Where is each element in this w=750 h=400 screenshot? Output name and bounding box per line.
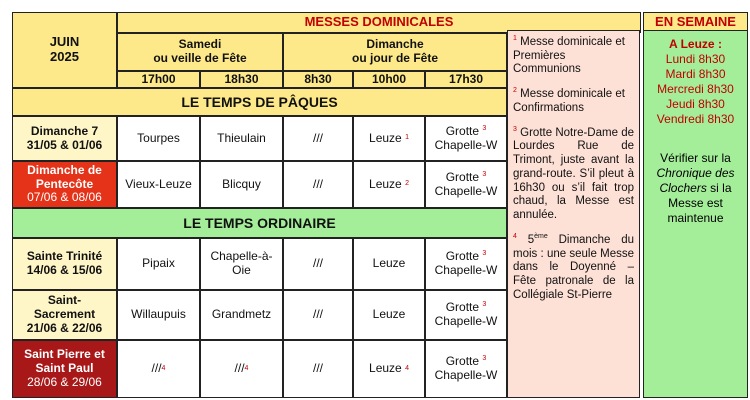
note-2-num: 2 — [513, 87, 517, 95]
note-1 — [513, 35, 634, 77]
weekday-wednesday: Mercredi 8h30 — [657, 82, 734, 96]
weekday-panel — [643, 30, 748, 398]
row3-c3: /// — [283, 238, 353, 290]
weekday-monday: Lundi 8h30 — [665, 52, 726, 66]
row1-c2: Thieulain — [200, 116, 283, 161]
row4-name2: Sacrement — [33, 307, 96, 322]
sunday-header — [283, 33, 507, 71]
row3-c5-grotte: Grotte — [445, 249, 480, 264]
row2-c4-sup: 2 — [405, 180, 409, 188]
notes-panel — [507, 30, 640, 398]
row4-c5-sup: 3 — [482, 301, 487, 309]
row1-name: Dimanche 7 — [30, 123, 99, 138]
row5-c5-sup: 3 — [482, 355, 487, 363]
row3-c5-chapelle: Chapelle-W — [434, 263, 498, 277]
row4-c4: Leuze — [353, 290, 425, 340]
note-4-num: 4 — [513, 233, 517, 241]
row2-dates: 07/06 & 08/06 — [27, 190, 102, 205]
row3-c5 — [425, 238, 507, 290]
row5-name1: Saint Pierre et — [24, 347, 105, 362]
note-4-lead-sup: ème — [534, 233, 548, 241]
row1-c3: /// — [283, 116, 353, 161]
section-ordinary: LE TEMPS ORDINAIRE — [12, 208, 507, 238]
note-4-lead: 5 — [527, 233, 535, 246]
note-4-text: Dimanche du mois : une seule Messe dans le Doyenné – Fête patronale de la Collégiale St-Pierre — [513, 233, 634, 302]
row1-c4-text: Leuze — [369, 130, 402, 145]
weekday-place: A Leuze : — [669, 37, 722, 51]
row1-c5-grotte: Grotte — [445, 123, 480, 138]
row5-name2: Saint Paul — [35, 361, 94, 376]
weekday-info — [644, 151, 747, 226]
row5-dates: 28/06 & 29/06 — [27, 374, 102, 389]
row5-c2-sup: 4 — [244, 364, 249, 372]
saturday-label: Samedi — [178, 37, 222, 52]
row3-c2-line2: Oie — [232, 263, 251, 277]
time-1700: 17h00 — [117, 71, 200, 88]
sunday-label: Dimanche — [366, 37, 424, 52]
section-easter: LE TEMPS DE PÂQUES — [12, 88, 507, 116]
row4-name1: Saint- — [47, 293, 82, 308]
note-3 — [513, 126, 634, 223]
weekday-info-post: si la Messe est maintenue — [667, 181, 732, 225]
row2-c3: /// — [283, 161, 353, 208]
row2-label — [12, 161, 117, 208]
note-3-num: 3 — [513, 125, 517, 133]
time-1830: 18h30 — [200, 71, 283, 88]
row1-c4-sup: 1 — [405, 134, 409, 142]
row5-c1-text: /// — [151, 361, 162, 376]
row2-c5 — [425, 161, 507, 208]
row5-c1-sup: 4 — [161, 364, 166, 372]
row4-c5-chapelle: Chapelle-W — [434, 314, 498, 328]
note-4 — [513, 233, 634, 303]
row1-c4 — [353, 116, 425, 161]
time-0830: 8h30 — [283, 71, 353, 88]
row4-c3: /// — [283, 290, 353, 340]
sunday-sub: ou jour de Fête — [351, 51, 438, 65]
row3-c2-line1: Chapelle-à- — [210, 249, 273, 264]
row2-c4 — [353, 161, 425, 208]
note-2-text: Messe dominicale et Confirmations — [513, 88, 625, 114]
weekday-friday: Vendredi 8h30 — [656, 112, 735, 126]
row2-c5-chapelle: Chapelle-W — [434, 183, 498, 198]
row5-c4-text: Leuze — [369, 361, 402, 376]
row3-c2 — [200, 238, 283, 290]
row4-label — [12, 290, 117, 340]
note-1-text: Messe dominicale et Premières Communions — [513, 35, 625, 76]
row5-c5-grotte: Grotte — [445, 354, 480, 369]
weekday-info-italic: Chronique des Clochers — [656, 166, 735, 195]
row5-c4-sup: 4 — [405, 364, 409, 372]
note-1-num: 1 — [513, 35, 517, 42]
row3-c1: Pipaix — [117, 238, 200, 290]
row5-label — [12, 340, 117, 398]
row2-c1: Vieux-Leuze — [117, 161, 200, 208]
row4-dates: 21/06 & 22/06 — [26, 320, 103, 335]
row4-c1: Willaupuis — [117, 290, 200, 340]
row2-c4-text: Leuze — [369, 176, 402, 191]
month-label: JUIN — [49, 34, 80, 50]
time-1000: 10h00 — [353, 71, 425, 88]
weekday-title: EN SEMAINE — [643, 12, 748, 33]
row5-c5-chapelle: Chapelle-W — [434, 368, 498, 382]
row5-c4 — [353, 340, 425, 398]
row5-c2 — [200, 340, 283, 398]
row3-c4: Leuze — [353, 238, 425, 290]
row2-c5-grotte: Grotte — [445, 169, 480, 184]
row1-c1: Tourpes — [117, 116, 200, 161]
row4-c5-grotte: Grotte — [445, 300, 480, 315]
row1-c5-chapelle: Chapelle-W — [434, 137, 498, 152]
row1-c5-sup: 3 — [482, 124, 487, 132]
row5-c1 — [117, 340, 200, 398]
row5-c5 — [425, 340, 507, 398]
row5-c3: /// — [283, 340, 353, 398]
row2-name2: Pentecôte — [35, 176, 94, 191]
weekday-thursday: Jeudi 8h30 — [666, 97, 725, 111]
row2-c5-sup: 3 — [482, 170, 487, 178]
row1-dates: 31/05 & 01/06 — [26, 137, 103, 152]
row2-name1: Dimanche de — [27, 162, 102, 177]
saturday-header — [117, 33, 283, 71]
row2-c2: Blicquy — [200, 161, 283, 208]
row1-label — [12, 116, 117, 161]
row3-name: Sainte Trinité — [26, 249, 103, 264]
month-cell — [12, 12, 117, 88]
time-1730: 17h30 — [425, 71, 507, 88]
weekday-tuesday: Mardi 8h30 — [665, 67, 726, 81]
weekday-info-pre: Vérifier sur la — [660, 151, 731, 165]
row3-c5-sup: 3 — [482, 250, 487, 258]
row3-dates: 14/06 & 15/06 — [26, 263, 103, 277]
row1-c5 — [425, 116, 507, 161]
row4-c5 — [425, 290, 507, 340]
row3-label — [12, 238, 117, 290]
row5-c2-text: /// — [234, 361, 245, 376]
row4-c2: Grandmetz — [200, 290, 283, 340]
saturday-sub: ou veille de Fête — [153, 51, 247, 65]
sunday-masses-title: MESSES DOMINICALES — [117, 12, 641, 33]
note-2 — [513, 87, 634, 115]
note-3-text: Grotte Notre-Dame de Lourdes Rue de Trimont, juste avant la grand-route. S’il pleut à 16h30 ou s’il fait trop chaud, la Messe est annulée. — [513, 126, 635, 222]
year-label: 2025 — [50, 49, 79, 64]
